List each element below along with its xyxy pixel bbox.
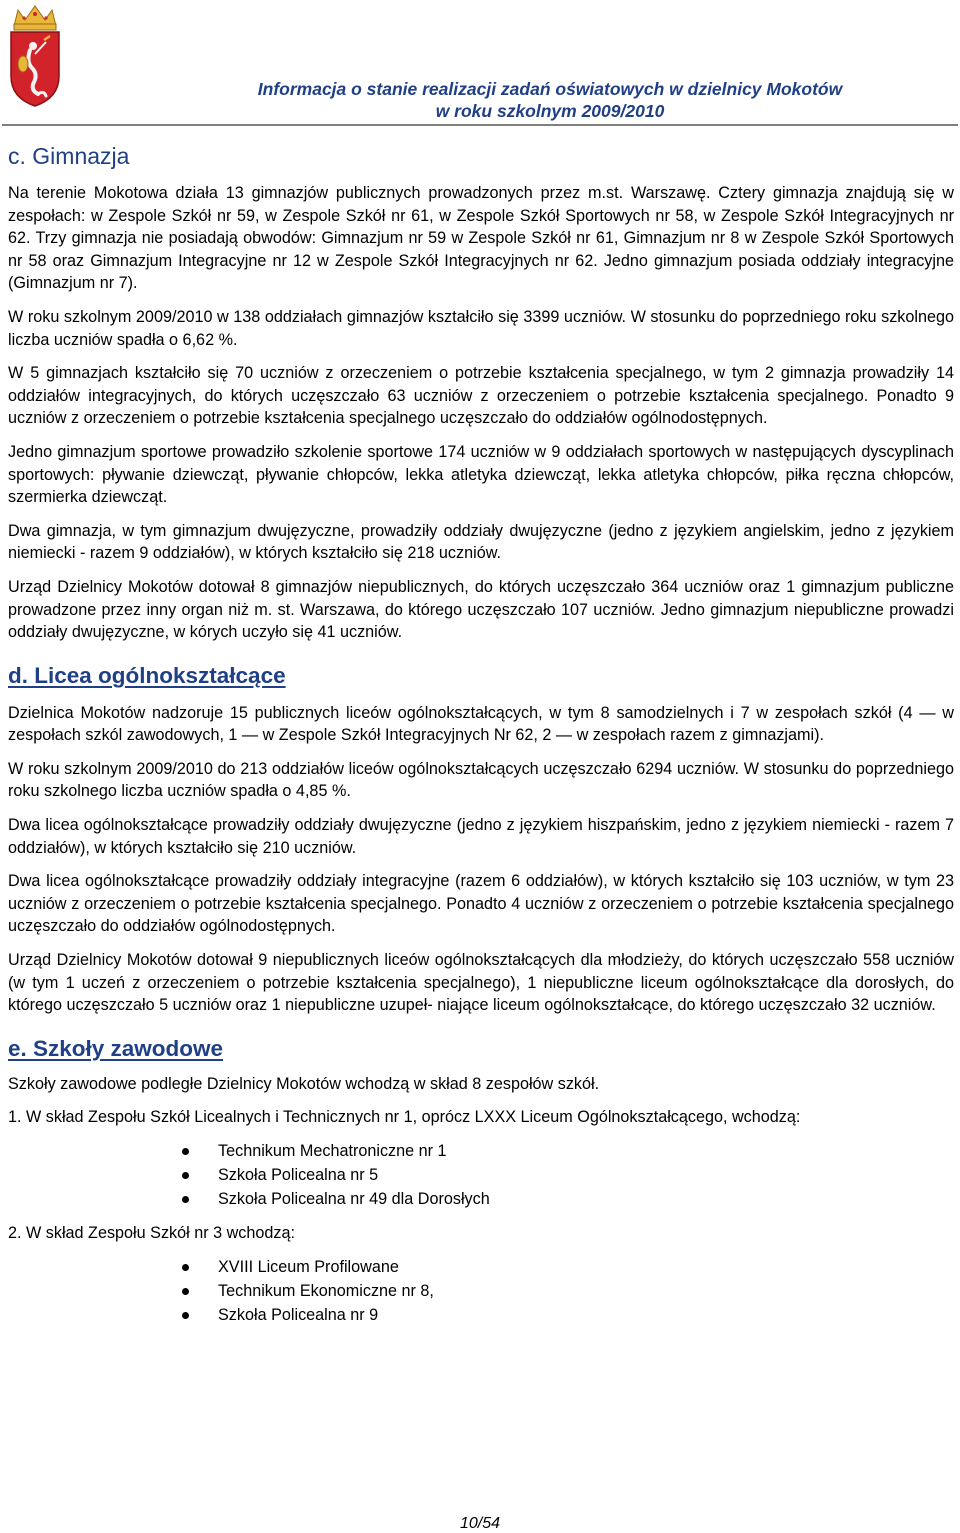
paragraph: Dzielnica Mokotów nadzoruje 15 publicznych liceów ogólnokształcących, w tym 8 samodzielnych i 7 w zespołach szkół (4 — w zespołach szkól zawodowych, 1 — w Zespole Szkół Integracyjnych Nr 62, 2 — w zespołach razem z gimnazjami).: [8, 703, 954, 745]
list-item: Szkoła Policealna nr 5: [218, 1163, 954, 1187]
page-number: 10/54: [459, 1515, 501, 1532]
document-body: [8, 142, 954, 1338]
section-title-gimnazja: c. Gimnazja: [8, 143, 130, 169]
list-item: Technikum Ekonomiczne nr 8,: [218, 1279, 954, 1303]
paragraph: W 5 gimnazjach kształciło się 70 uczniów z orzeczeniem o potrzebie kształcenia specjalnego, w tym 2 gimnazja prowadziły 14 oddziałów integracyjnych, do których uczęszczało 63 uczniów z orzeczeniem o potrzebie kształcenia specjalnego. Ponadto 9 uczniów z orzeczeniem o potrzebie kształcenia specjalnego uczęszczało do oddziałów ogólnodostępnych.: [8, 364, 954, 428]
page-header: [0, 0, 960, 128]
paragraph: Jedno gimnazjum sportowe prowadziło szkolenie sportowe 174 uczniów w 9 oddziałach sportowych w następujących dyscyplinach sportowych: pływanie dziewcząt, pływanie chłopców, lekka atletyka dziewcząt, lekka atletyka chłopców, piłka ręczna chłopców, szermierka dziewcząt.: [8, 442, 954, 507]
header-title-line1: Informacja o stanie realizacji zadań oświatowych w dzielnicy Mokotów: [257, 79, 843, 99]
paragraph: Dwa gimnazja, w tym gimnazjum dwujęzyczne, prowadziły oddziały dwujęzyczne (jedno z językiem angielskim, jedno z językiem niemiecki - razem 9 oddziałów), w których kształciło się 218 uczniów.: [8, 521, 954, 563]
paragraph: Dwa licea ogólnokształcące prowadziły oddziały dwujęzyczne (jedno z językiem hiszpańskim, jedno z językiem niemiecki - razem 7 oddziałów), w których kształciło się 210 uczniów.: [8, 816, 954, 857]
header-title-line2: w roku szkolnym 2009/2010: [435, 101, 665, 121]
bullet-list: [8, 1139, 954, 1211]
paragraph: Urząd Dzielnicy Mokotów dotował 8 gimnazjów niepublicznych, do których uczęszczało 364 uczniów oraz 1 gimnazjum publiczne prowadzone przez inny organ niż m. st. Warszawa, do którego uczęszczało 107 uczniów. Jedno gimnazjum niepubliczne prowadzi oddziały dwujęzyczne, w kórych uczyło się 41 uczniów.: [8, 577, 954, 642]
section-title-licea: d. Licea ogólnokształcące: [8, 662, 286, 688]
paragraph: Dwa licea ogólnokształcące prowadziły oddziały integracyjne (razem 6 oddziałów), w których kształciło się 103 uczniów, w tym 23 uczniów z orzeczeniem o potrzebie kształcenia specjalnego. Ponadto 4 uczniów z orzeczeniem o potrzebie kształcenia specjalnego uczęszczało do oddziałów ogólnodostępnych.: [8, 872, 954, 936]
warsaw-coat-of-arms-icon: [8, 4, 62, 108]
list-item: Szkoła Policealna nr 9: [218, 1303, 954, 1327]
bullet-list: [8, 1255, 954, 1327]
paragraph: Szkoły zawodowe podległe Dzielnicy Mokotów wchodzą w skład 8 zespołów szkół.: [8, 1074, 600, 1093]
section-title-szkoly-zawodowe: e. Szkoły zawodowe: [8, 1035, 224, 1061]
paragraph: W roku szkolnym 2009/2010 w 138 oddziałach gimnazjów kształciło się 3399 uczniów. W stosunku do poprzedniego roku szkolnego liczba uczniów spadła o 6,62 %.: [8, 307, 954, 349]
paragraph: Na terenie Mokotowa działa 13 gimnazjów publicznych prowadzonych przez m.st. Warszawę. Cztery gimnazja znajdują się w zespołach: w Zespole Szkół nr 59, w Zespole Szkół nr 61, w Zespole Szkół Sportowych nr 58, w Zespole Szkół Integracyjnych nr 62. Trzy gimnazja nie posiadają obwodów: Gimnazjum nr 59 w Zespole Szkół nr 61, Gimnazjum nr 8 w Zespole Szkół Sportowych nr 58 oraz Gimnazjum Integracyjne nr 12 w Zespole Szkół Integracyjnych nr 62. Jedno gimnazjum posiada oddziały integracyjne (Gimnazjum nr 7).: [8, 184, 954, 293]
list-item: Szkoła Policealna nr 49 dla Dorosłych: [218, 1187, 954, 1211]
paragraph: Urząd Dzielnicy Mokotów dotował 9 niepublicznych liceów ogólnokształcących dla młodzieży, do których uczęszczało 558 uczniów (w tym 1 uczeń z orzeczeniem o potrzebie kształcenia specjalnego), 1 niepubliczne liceum ogólnokształcące dla dorosłych, do którego uczęszczało 5 uczniów oraz 1 niepubliczne uzupeł- niające liceum ogólnokształcące, do którego uczęszczało 32 uczniów.: [8, 951, 954, 1015]
list-item: Technikum Mechatroniczne nr 1: [218, 1139, 954, 1163]
numbered-item: 1. W skład Zespołu Szkół Licealnych i Technicznych nr 1, oprócz LXXX Liceum Ogólnokształcącego, wchodzą:: [8, 1108, 801, 1127]
header-divider: [2, 124, 958, 126]
list-item: XVIII Liceum Profilowane: [218, 1255, 954, 1279]
numbered-item: 2. W skład Zespołu Szkół nr 3 wchodzą:: [8, 1224, 296, 1242]
paragraph: W roku szkolnym 2009/2010 do 213 oddziałów liceów ogólnokształcących uczęszczało 6294 uczniów. W stosunku do poprzedniego roku szkolnego liczba uczniów spadła o 4,85 %.: [8, 759, 954, 801]
